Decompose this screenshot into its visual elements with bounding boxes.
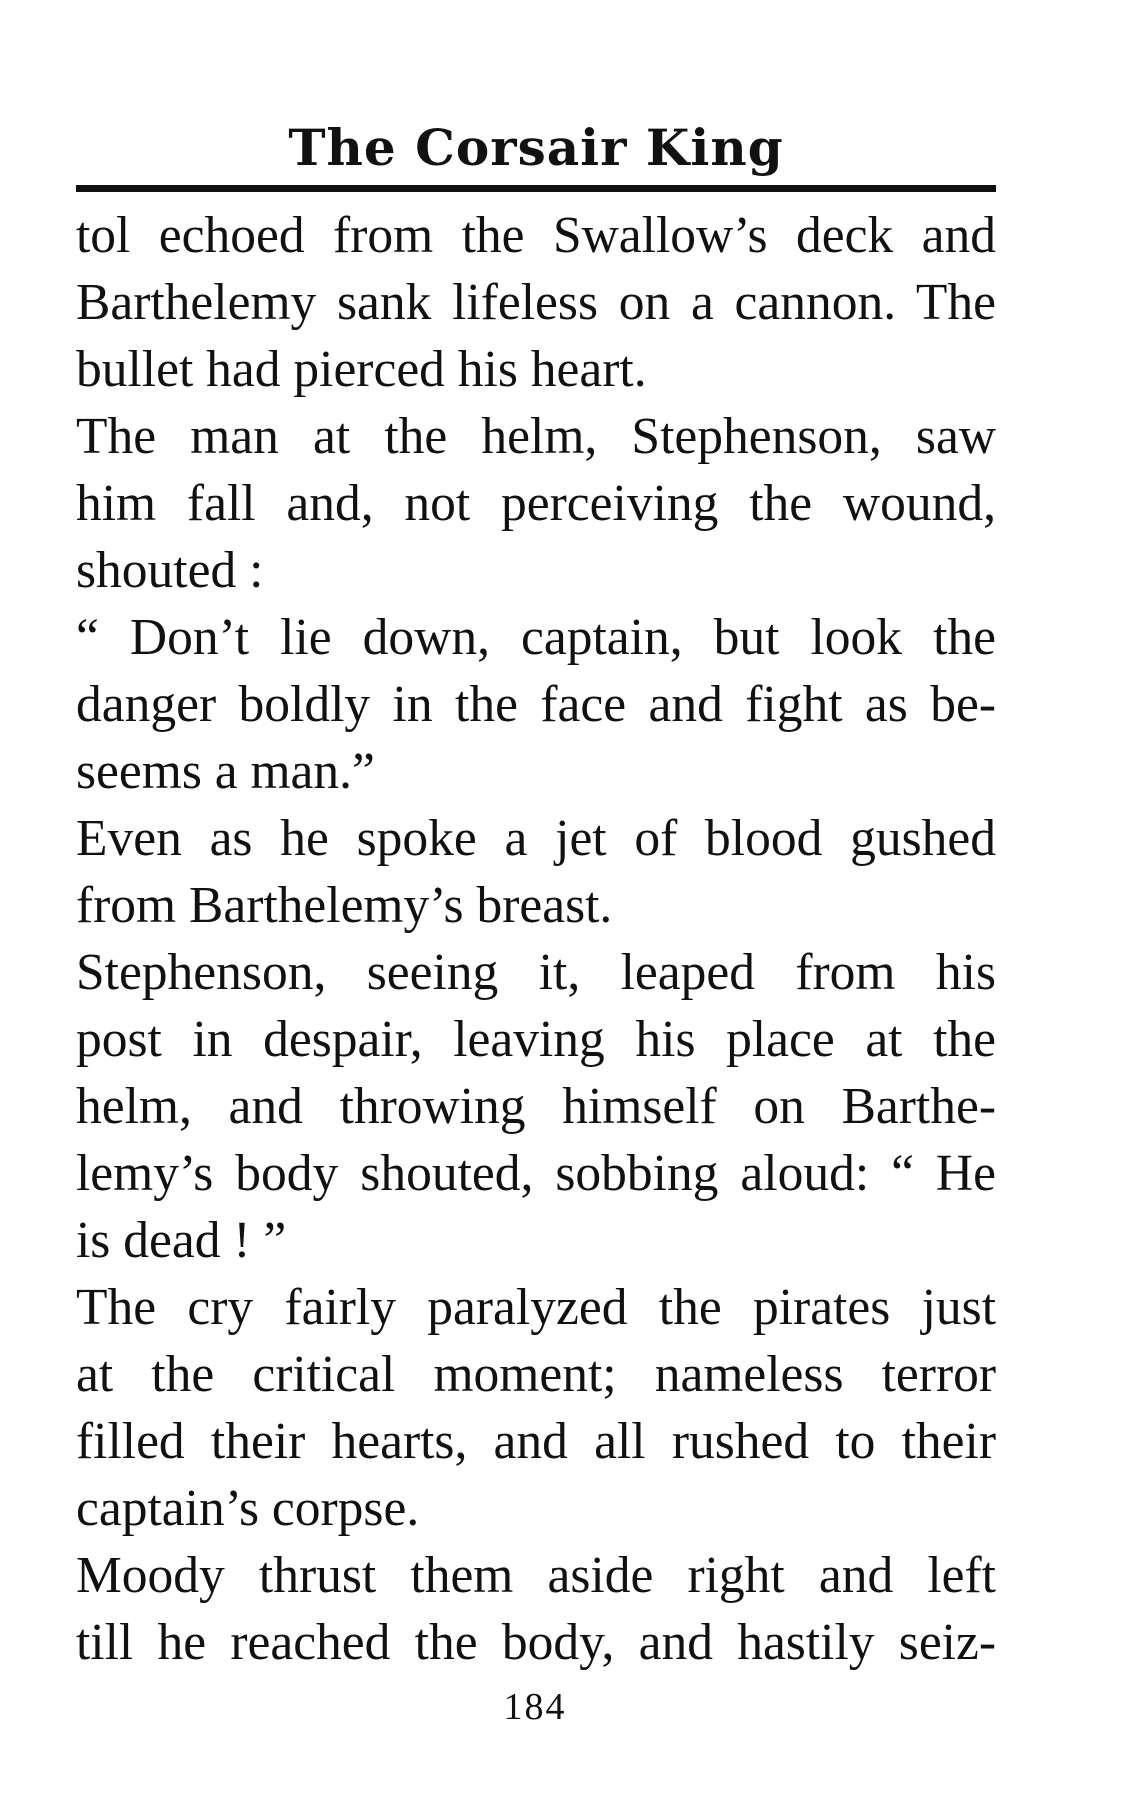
text-line: shouted : [76,542,264,599]
text-line: post in despair, leaving his place at the [76,1011,996,1068]
text-line: till he reached the body, and hastily seiz- [76,1614,996,1671]
page-number: 184 [503,1686,567,1728]
text-line: danger boldly in the face and fight as be- [76,676,996,733]
text-line: Stephenson, seeing it, leaped from his [76,944,996,1001]
running-head-title: The Corsair King [288,118,784,177]
text-line: Moody thrust them aside right and left [76,1547,996,1604]
text-line: “ Don’t lie down, captain, but look the [76,609,996,666]
text-line: him fall and, not perceiving the wound, [76,475,996,532]
body-text [76,202,996,1676]
text-line: The man at the helm, Stephenson, saw [76,408,996,465]
text-line: filled their hearts, and all rushed to their [76,1413,996,1470]
text-line: helm, and throwing himself on Barthe- [76,1078,996,1135]
text-line: tol echoed from the Swallow’s deck and [76,207,996,264]
text-line: seems a man.” [76,743,375,800]
text-line: Even as he spoke a jet of blood gushed [76,810,996,867]
text-line: bullet had pierced his heart. [76,341,647,398]
text-line: lemy’s body shouted, sobbing aloud: “ He [76,1145,996,1202]
text-line: is dead ! ” [76,1212,287,1269]
text-line: at the critical moment; nameless terror [76,1346,996,1403]
text-line: from Barthelemy’s breast. [76,877,613,934]
text-line: The cry fairly paralyzed the pirates just [76,1279,996,1336]
text-line: captain’s corpse. [76,1480,420,1537]
text-line: Barthelemy sank lifeless on a cannon. The [76,274,996,331]
header-rule [76,185,996,192]
